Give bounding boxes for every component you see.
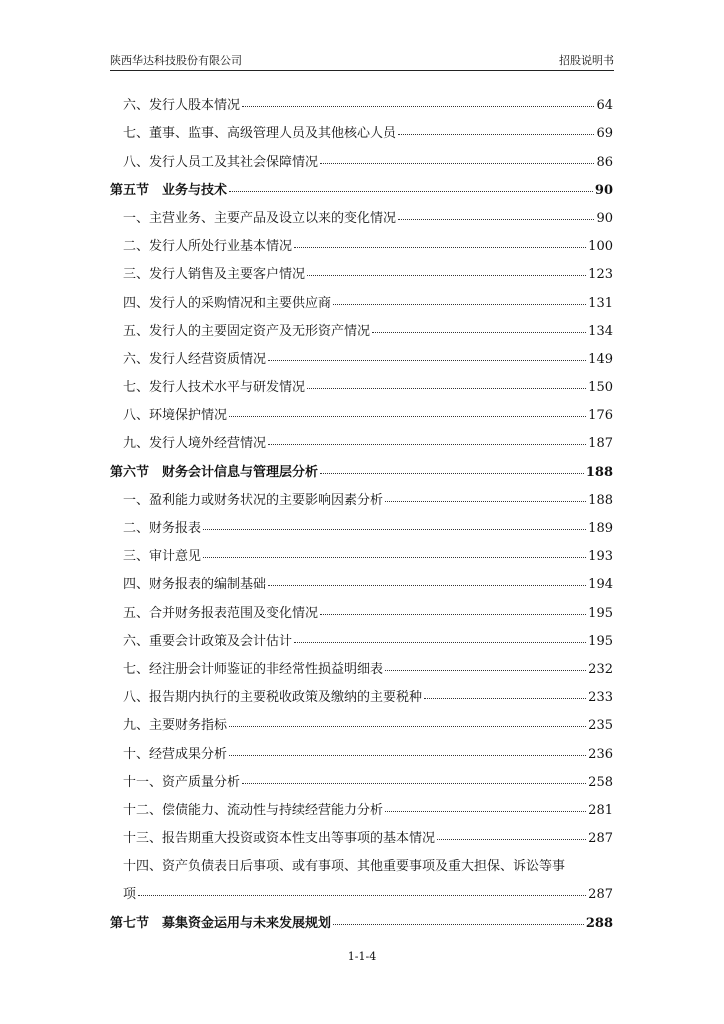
toc-entry-label: 十二、偿债能力、流动性与持续经营能力分析 xyxy=(123,802,384,818)
leader-dots xyxy=(294,247,586,248)
leader-dots xyxy=(398,219,594,220)
toc-entry-page: 188 xyxy=(585,464,613,480)
toc-entry-page: 134 xyxy=(588,323,613,339)
toc-entry-page: 86 xyxy=(596,154,613,170)
leader-dots xyxy=(320,473,584,474)
toc-entry[interactable] xyxy=(110,649,613,677)
toc-entry[interactable] xyxy=(110,733,613,761)
toc-entry-label: 八、报告期内执行的主要税收政策及缴纳的主要税种 xyxy=(123,690,423,706)
toc-entry[interactable] xyxy=(110,621,613,649)
leader-dots xyxy=(333,924,584,925)
toc-entry-label: 四、财务报表的编制基础 xyxy=(123,577,267,593)
leader-dots xyxy=(372,332,586,333)
leader-dots xyxy=(242,106,594,107)
toc-entry-label: 二、财务报表 xyxy=(123,521,202,536)
toc-entry-page: 188 xyxy=(588,492,613,508)
leader-dots xyxy=(138,895,586,896)
toc-entry-page: 64 xyxy=(596,98,613,114)
toc-entry-label: 七、董事、监事、高级管理人员及其他核心人员 xyxy=(123,126,397,142)
leader-dots xyxy=(307,275,586,276)
leader-dots xyxy=(229,416,586,417)
toc-entry[interactable] xyxy=(110,198,613,226)
toc-entry[interactable] xyxy=(110,762,613,790)
toc-entry-page: 69 xyxy=(596,126,613,142)
page-footer xyxy=(0,950,724,963)
toc-entry[interactable] xyxy=(110,254,613,282)
toc-entry[interactable] xyxy=(110,367,613,395)
toc-entry-label: 五、发行人的主要固定资产及无形资产情况 xyxy=(123,323,371,339)
document-title: 招股说明书 xyxy=(559,54,614,67)
toc-entry[interactable] xyxy=(110,705,613,733)
leader-dots xyxy=(437,839,586,840)
toc-entry-label: 七、经注册会计师鉴证的非经常性损益明细表 xyxy=(123,661,384,677)
toc-entry[interactable] xyxy=(110,113,613,141)
toc-entry-page: 149 xyxy=(588,351,613,367)
toc-entry-label: 六、发行人股本情况 xyxy=(123,98,241,114)
toc-section-entry[interactable] xyxy=(110,170,613,198)
toc-entry-page: 176 xyxy=(588,408,613,424)
leader-dots xyxy=(320,614,586,615)
toc-entry[interactable] xyxy=(110,311,613,339)
toc-entry[interactable] xyxy=(110,677,613,705)
toc-entry-page: 150 xyxy=(588,380,613,396)
toc-entry-label: 第七节 募集资金运用与未来发展规划 xyxy=(110,915,332,931)
leader-dots xyxy=(294,642,586,643)
leader-dots xyxy=(320,163,594,164)
toc-entry-label: 第六节 财务会计信息与管理层分析 xyxy=(110,464,319,480)
toc-entry-page: 288 xyxy=(585,915,613,931)
toc-entry-label: 十一、资产质量分析 xyxy=(123,774,241,790)
toc-entry-page: 233 xyxy=(588,690,613,706)
toc-entry[interactable] xyxy=(110,790,613,818)
toc-entry-label: 十三、报告期重大投资或资本性支出等事项的基本情况 xyxy=(123,831,436,847)
toc-entry[interactable] xyxy=(110,536,613,564)
toc-entry-page: 123 xyxy=(588,267,613,283)
toc-entry-page: 90 xyxy=(594,182,613,198)
toc-section-entry[interactable] xyxy=(110,902,613,930)
page-number: 1-1-4 xyxy=(347,950,377,963)
leader-dots xyxy=(268,444,586,445)
toc-entry-page: 287 xyxy=(588,887,613,903)
toc-entry-page: 236 xyxy=(588,746,613,762)
leader-dots xyxy=(229,191,593,192)
toc-entry-label: 二、发行人所处行业基本情况 xyxy=(123,239,293,255)
leader-dots xyxy=(203,529,586,530)
toc-entry-label: 十四、资产负债表日后事项、或有事项、其他重要事项及重大担保、诉讼等事 xyxy=(123,859,566,875)
toc-entry-label: 五、合并财务报表范围及变化情况 xyxy=(123,605,319,621)
toc-entry-page: 195 xyxy=(588,633,613,649)
toc-entry-label: 七、发行人技术水平与研发情况 xyxy=(123,380,306,396)
toc-entry[interactable] xyxy=(110,395,613,423)
toc-entry[interactable] xyxy=(110,480,613,508)
page-header xyxy=(110,50,614,71)
leader-dots xyxy=(229,726,586,727)
leader-dots xyxy=(268,360,586,361)
toc-entry-page: 90 xyxy=(596,210,613,226)
leader-dots xyxy=(333,304,586,305)
leader-dots xyxy=(398,134,594,135)
leader-dots xyxy=(424,698,586,699)
toc-entry[interactable] xyxy=(110,818,613,846)
toc-entry[interactable] xyxy=(110,282,613,310)
toc-entry-page: 194 xyxy=(588,577,613,593)
toc-entry-label: 第五节 业务与技术 xyxy=(110,182,228,198)
toc-entry[interactable] xyxy=(110,339,613,367)
toc-entry[interactable] xyxy=(110,141,613,169)
toc-entry-page: 281 xyxy=(588,802,613,818)
toc-entry-label: 三、发行人销售及主要客户情况 xyxy=(123,267,306,283)
toc-entry-label: 三、审计意见 xyxy=(123,549,202,565)
toc-entry-page: 258 xyxy=(588,774,613,790)
toc-entry-label: 一、盈利能力或财务状况的主要影响因素分析 xyxy=(123,492,384,508)
toc-entry-page: 193 xyxy=(588,549,613,565)
toc-entry-page: 232 xyxy=(588,661,613,677)
toc-entry-label: 十、经营成果分析 xyxy=(123,746,228,762)
leader-dots xyxy=(203,557,586,558)
toc-entry[interactable] xyxy=(110,423,613,451)
toc-entry[interactable] xyxy=(110,592,613,620)
toc-entry-page: 235 xyxy=(588,718,613,734)
toc-entry-page: 287 xyxy=(588,831,613,847)
toc-entry[interactable] xyxy=(110,508,613,536)
toc-entry-page: 195 xyxy=(588,605,613,621)
leader-dots xyxy=(307,388,586,389)
toc-entry-label: 九、发行人境外经营情况 xyxy=(123,436,267,452)
company-name: 陕西华达科技股份有限公司 xyxy=(110,54,242,67)
toc-entry-label: 九、主要财务指标 xyxy=(123,718,228,734)
toc-entry[interactable] xyxy=(110,85,613,113)
toc-entry-label: 一、主营业务、主要产品及设立以来的变化情况 xyxy=(123,210,397,226)
toc-entry-label: 六、发行人经营资质情况 xyxy=(123,351,267,367)
toc-entry-label: 项 xyxy=(123,887,137,903)
toc-entry-page: 187 xyxy=(588,436,613,452)
toc-entry[interactable] xyxy=(110,564,613,592)
toc-entry-label: 四、发行人的采购情况和主要供应商 xyxy=(123,295,332,311)
toc-entry-page: 100 xyxy=(588,239,613,255)
toc-entry[interactable] xyxy=(110,846,613,874)
toc-entry-label: 六、重要会计政策及会计估计 xyxy=(123,633,293,649)
table-of-contents xyxy=(110,85,613,931)
toc-entry[interactable] xyxy=(110,874,613,902)
leader-dots xyxy=(385,670,586,671)
toc-section-entry[interactable] xyxy=(110,451,613,479)
toc-entry-page: 131 xyxy=(588,295,613,311)
toc-entry-label: 八、发行人员工及其社会保障情况 xyxy=(123,154,319,170)
toc-entry[interactable] xyxy=(110,226,613,254)
leader-dots xyxy=(385,501,586,502)
leader-dots xyxy=(242,783,586,784)
leader-dots xyxy=(229,755,586,756)
leader-dots xyxy=(385,811,586,812)
leader-dots xyxy=(268,585,586,586)
toc-entry-label: 八、环境保护情况 xyxy=(123,408,228,424)
toc-entry-page: 189 xyxy=(588,521,613,536)
